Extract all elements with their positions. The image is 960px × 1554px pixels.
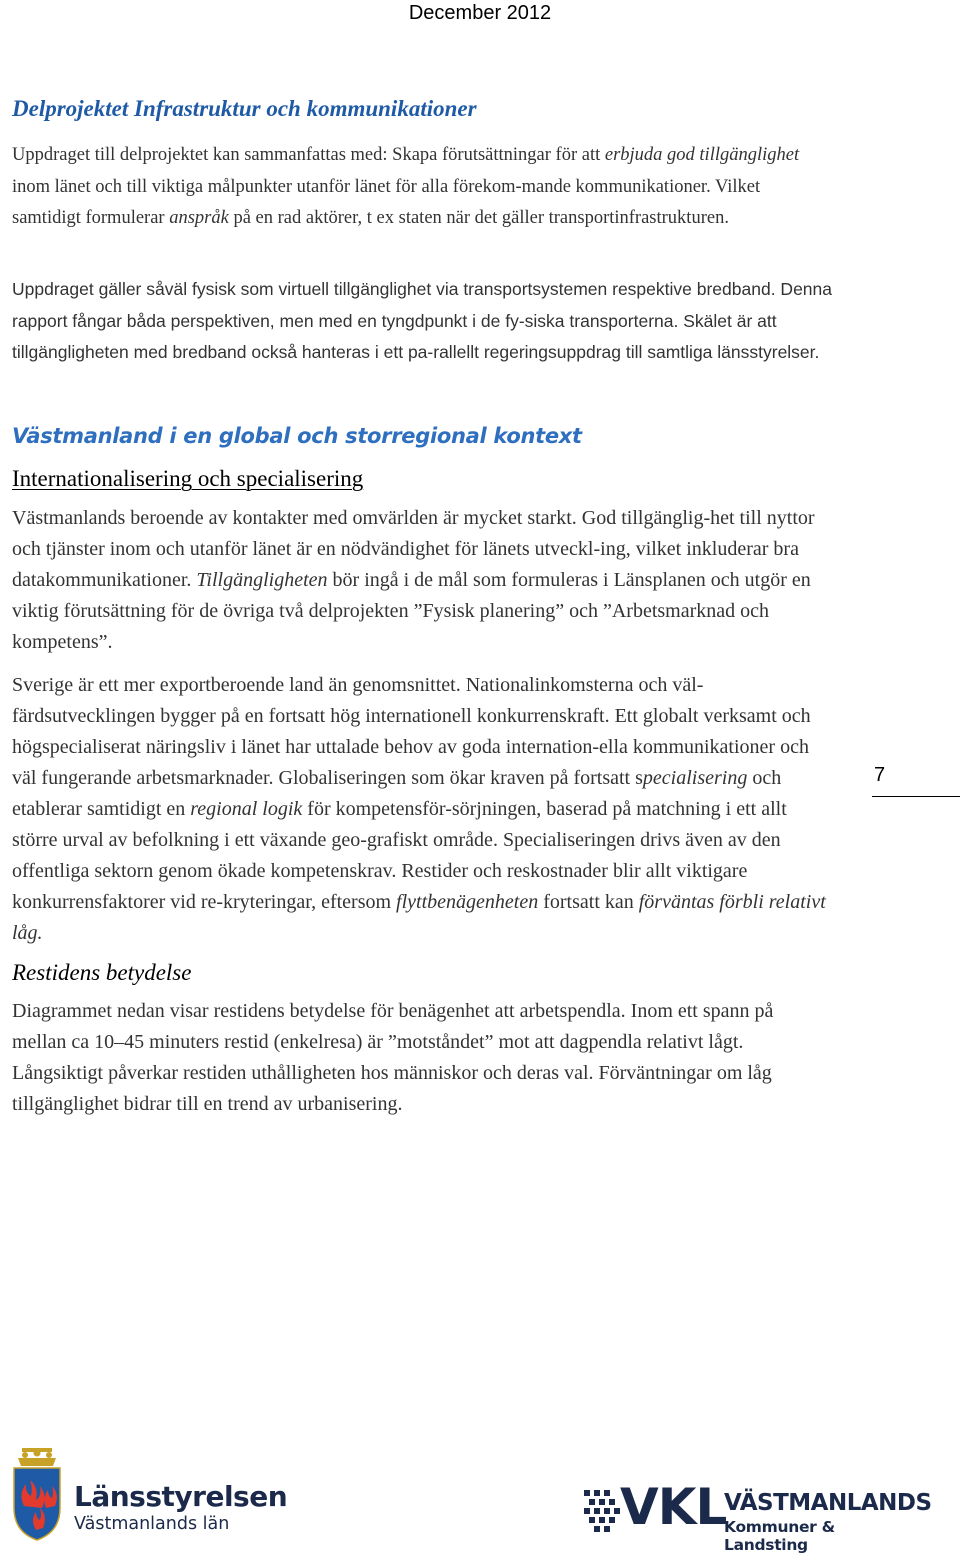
vkl-logo-mark: VKL bbox=[620, 1478, 727, 1536]
section-title-vastmanland: Västmanland i en global och storregional kontext bbox=[12, 424, 582, 448]
paragraph-restid: Diagrammet nedan visar restidens betydelse för benägenhet att arbetspendla. Inom ett spann på mellan ca 10–45 minuters restid (enkelresa) är ”motståndet” mot att dagpendla relativt lågt. Långsiktigt påverkar restiden uthålligheten hos människor och deras val. Förväntningar om låg tillgänglighet bidrar till en trend av urbanisering. bbox=[12, 1000, 774, 1115]
paragraph-export: Sverige är ett mer exportberoende land än genomsnittet. Nationalinkomsterna och väl-färdsutvecklingen bygger på en fortsatt hög internationell konkurrenskraft. Ett globalt verksamt och högspecialiserat näringsliv i länet har uttalade behov av goda internation-ella kommunikationer och väl fungerande arbetsmarknader. Globaliseringen som ökar kraven på fortsatt specialisering och etablerar samtidigt en regional logik för kompetensför-sörjningen, baserad på matchning i ett allt större urval av befolkning i ett växande geo-grafiskt område. Specialiseringen drivs även av den offentliga sektorn genom ökade kompetenskrav. Restider och reskostnader blir allt viktigare konkurrensfaktorer vid re-kryteringar, eftersom flyttbenägenheten fortsatt kan förväntas förbli relativt låg. bbox=[12, 674, 826, 944]
lansstyrelsen-logo-sub: Västmanlands län bbox=[74, 1514, 230, 1534]
header-date: December 2012 bbox=[408, 2, 552, 24]
vkl-dots-icon bbox=[584, 1488, 620, 1534]
vkl-logo bbox=[584, 1478, 932, 1554]
paragraph-beroende: Västmanlands beroende av kontakter med omvärlden är mycket starkt. God tillgänglig-het till nyttor och tjänster inom och utanför länet är en nödvändighet för länets utveckl-ing, vilket inkluderar bra datakommunikationer. Tillgängligheten bör ingå i de mål som formuleras i Länsplanen och utgör en viktig förutsättning för de övriga två delprojekten ”Fysisk planering” och ”Arbetsmarknad och kompetens”. bbox=[12, 507, 815, 653]
paragraph-uppdrag: Uppdraget till delprojektet kan sammanfattas med: Skapa förutsättningar för att erbjuda god tillgänglighet inom länet och till viktiga målpunkter utanför länet för alla förekom-mande kommunikationer. Vilket samtidigt formulerar anspråk på en rad aktörer, t ex staten när det gäller transportinfrastrukturen. bbox=[12, 145, 800, 228]
paragraph-tillganglighet: Uppdraget gäller såväl fysisk som virtuell tillgänglighet via transportsystemen respektive bredband. Denna rapport fångar båda perspektiven, men med en tyngdpunkt i de fy-siska transporterna. Skälet är att tillgängligheten med bredband också hanteras i ett pa-rallellt regeringsuppdrag till samtliga länsstyrelser. bbox=[12, 279, 832, 362]
vkl-logo-line1: VÄSTMANLANDS bbox=[724, 1490, 932, 1516]
vkl-logo-line2: Kommuner & Landsting bbox=[724, 1518, 835, 1554]
subheading-internationalisering: Internationalisering och specialisering bbox=[12, 466, 364, 491]
lansstyrelsen-logo bbox=[8, 1446, 288, 1546]
crest-icon bbox=[8, 1446, 66, 1542]
page-number-rule bbox=[872, 796, 960, 797]
section-title-infrastruktur: Delprojektet Infrastruktur och kommunikationer bbox=[12, 96, 477, 121]
page-number: 7 bbox=[874, 764, 886, 786]
subheading-restidens: Restidens betydelse bbox=[12, 960, 192, 985]
lansstyrelsen-logo-name: Länsstyrelsen bbox=[74, 1480, 288, 1513]
